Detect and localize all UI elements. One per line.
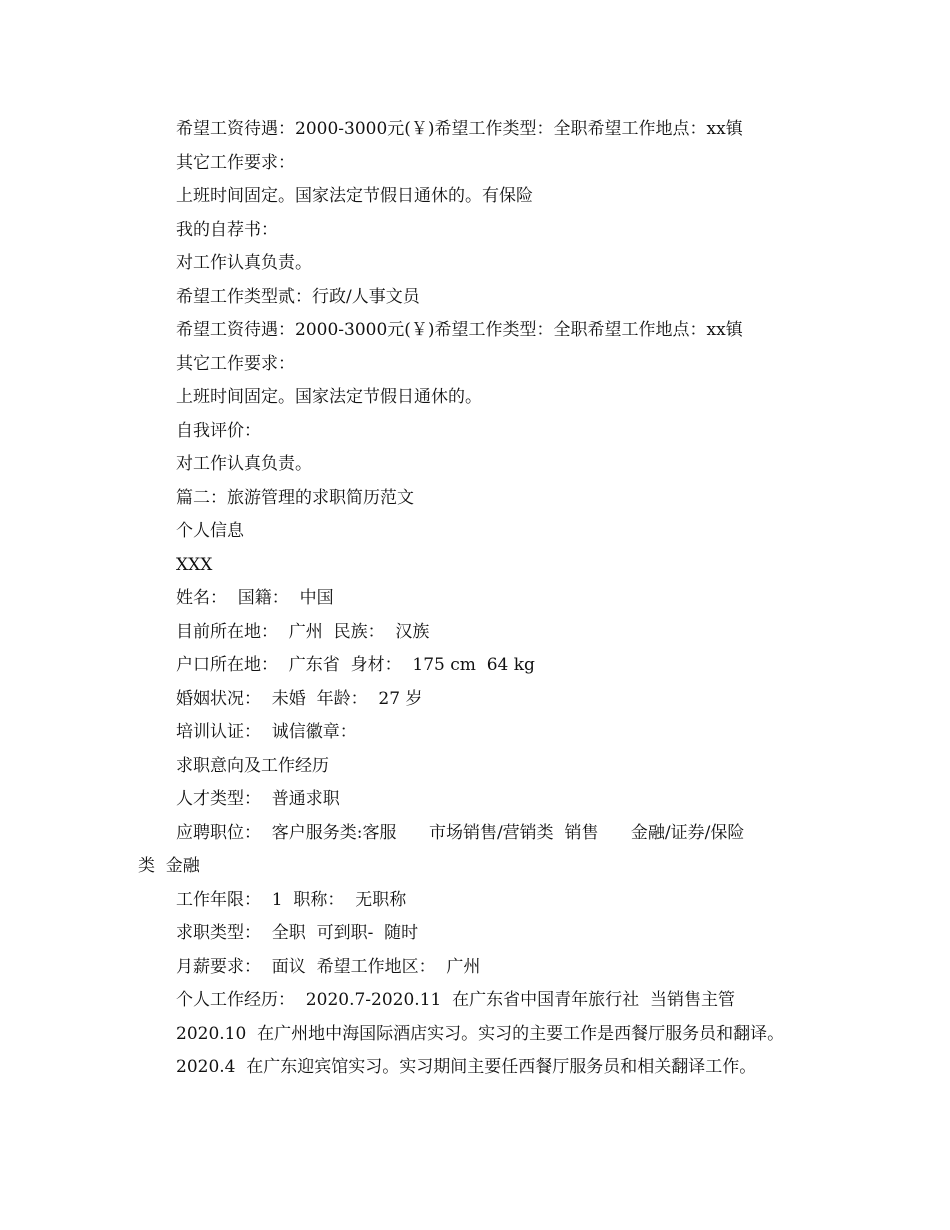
- text-line: 个人工作经历： 2020.7-2020.11 在广东省中国青年旅行社 当销售主管: [176, 990, 735, 1010]
- text-line: XXX: [176, 554, 213, 575]
- text-line: 月薪要求： 面议 希望工作地区： 广州: [176, 956, 481, 977]
- text-line: 类 金融: [138, 856, 200, 876]
- text-line: 其它工作要求：: [176, 353, 295, 374]
- text-line: 2020.10 在广州地中海国际酒店实习。实习的主要工作是西餐厅服务员和翻译。: [176, 1023, 785, 1044]
- text-line: 应聘职位： 客户服务类:客服 市场销售/营销类 销售 金融/证券/保险: [176, 822, 745, 843]
- text-line: 其它工作要求：: [176, 152, 295, 173]
- text-line: 培训认证： 诚信徽章：: [176, 722, 357, 742]
- text-line: 个人信息: [176, 521, 244, 541]
- text-line: 目前所在地： 广州 民族： 汉族: [176, 621, 430, 642]
- text-line: 我的自荐书：: [176, 219, 278, 240]
- text-line: 自我评价：: [176, 420, 261, 441]
- text-line: 对工作认真负责。: [176, 253, 312, 273]
- text-line: 工作年限： 1 职称： 无职称: [176, 889, 407, 910]
- text-line: 对工作认真负责。: [176, 454, 312, 474]
- text-line: 上班时间固定。国家法定节假日通休的。有保险: [176, 186, 533, 206]
- text-line: 希望工资待遇：2000-3000元(￥)希望工作类型：全职希望工作地点：xx镇: [176, 119, 743, 139]
- text-line: 上班时间固定。国家法定节假日通休的。: [176, 387, 482, 407]
- text-line: 篇二：旅游管理的求职简历范文: [176, 487, 414, 508]
- text-line: 婚姻状况： 未婚 年龄： 27 岁: [176, 688, 423, 709]
- text-line: 户口所在地： 广东省 身材： 175 cm 64 kg: [176, 655, 535, 675]
- document-body: [138, 113, 818, 1085]
- text-line: 希望工作类型贰：行政/人事文员: [176, 286, 420, 307]
- text-line: 姓名： 国籍： 中国: [176, 588, 334, 608]
- text-line: 希望工资待遇：2000-3000元(￥)希望工作类型：全职希望工作地点：xx镇: [176, 320, 743, 340]
- text-line: 2020.4 在广东迎宾馆实习。实习期间主要任西餐厅服务员和相关翻译工作。: [176, 1057, 757, 1077]
- text-line: 求职意向及工作经历: [176, 755, 329, 776]
- text-line: 人才类型： 普通求职: [176, 789, 340, 809]
- text-line: 求职类型： 全职 可到职- 随时: [176, 923, 419, 943]
